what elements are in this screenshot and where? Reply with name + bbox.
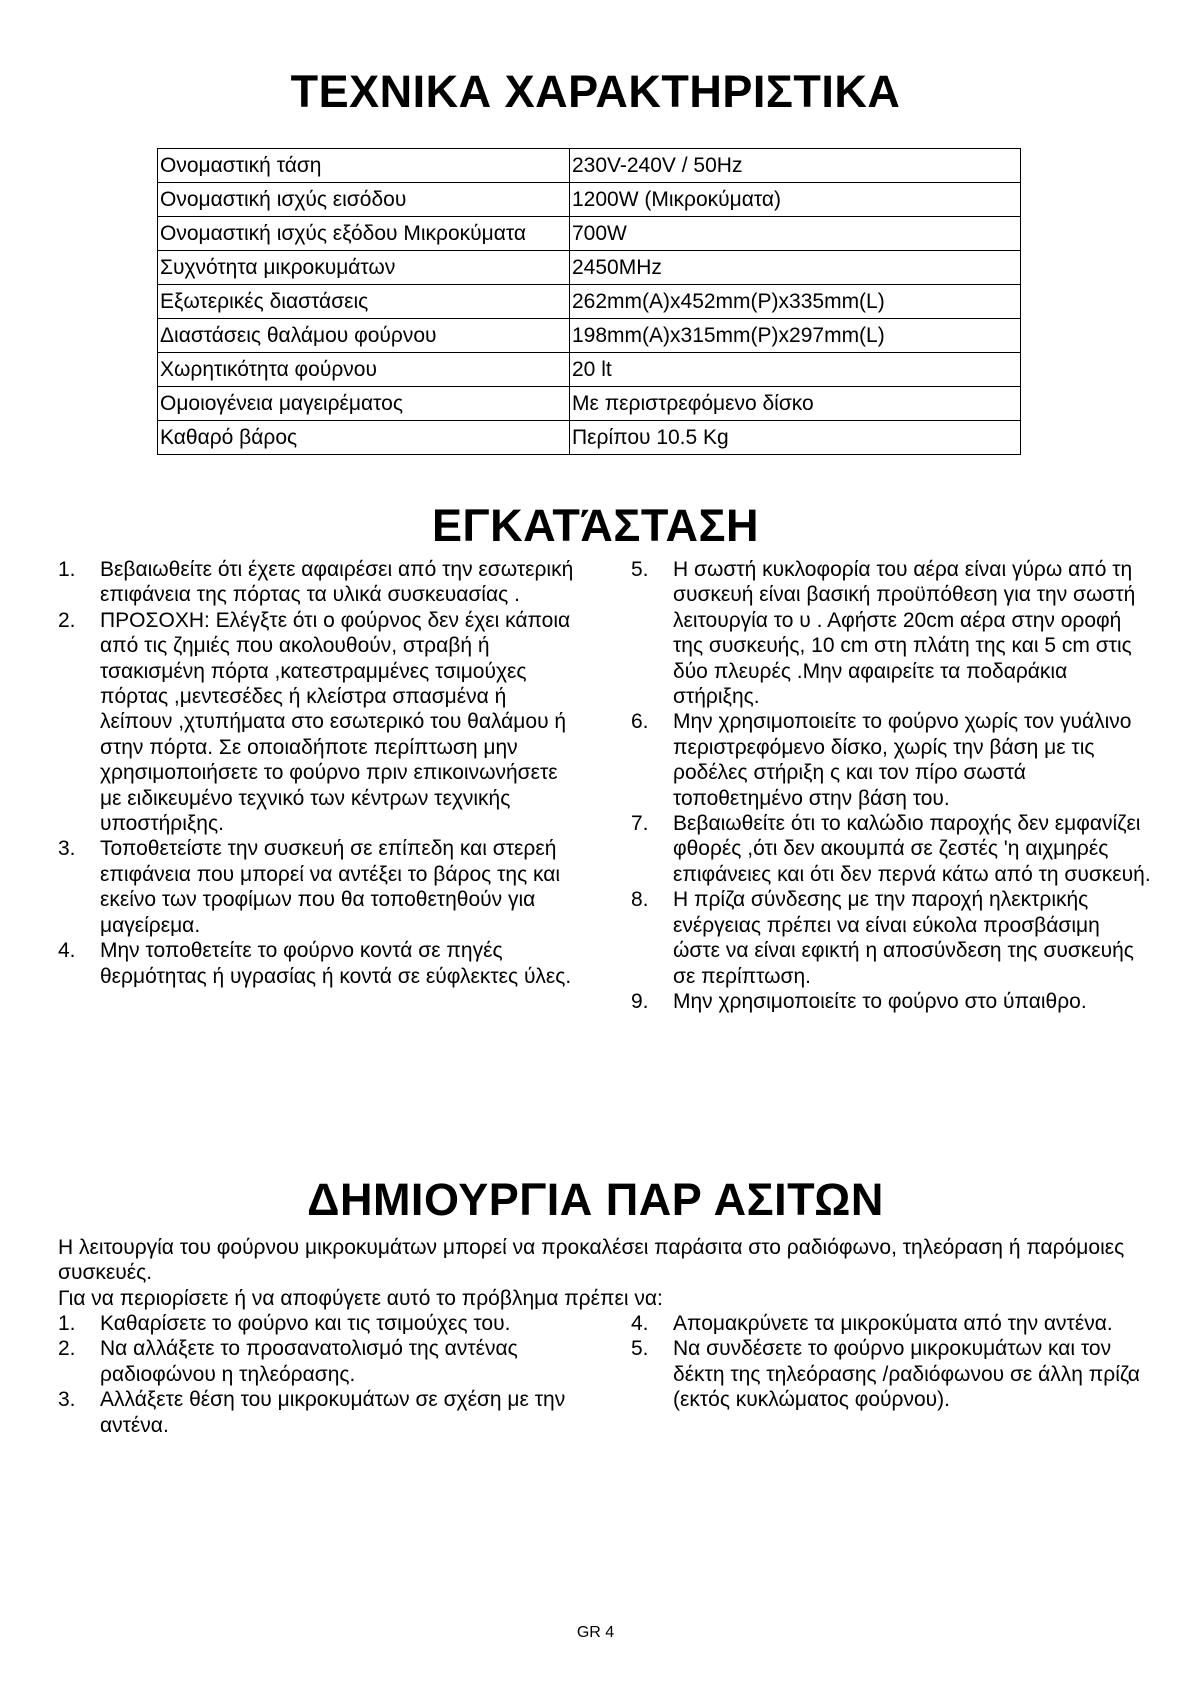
- item-number: 5.: [631, 558, 649, 581]
- list-item: [58, 1311, 578, 1336]
- table-row: [158, 421, 1021, 455]
- spec-label: Χωρητικότητα φούρνου: [158, 353, 570, 387]
- item-text: Καθαρίσετε το φούρνο και τις τσιμούχες του.: [100, 1312, 511, 1335]
- list-item: [58, 608, 578, 837]
- item-text: Απομακρύνετε τα μικροκύματα από την αντένα.: [673, 1312, 1113, 1335]
- item-number: 1.: [58, 1312, 76, 1335]
- intro-paragraph: Για να περιορίσετε ή να αποφύγετε αυτό το πρόβλημα πρέπει να:: [58, 1286, 663, 1310]
- installation-list-left: [58, 557, 578, 989]
- item-text: Μην χρησιμοποιείτε το φούρνο χωρίς τον γυάλινο περιστρεφόμενο δίσκο, χωρίς την βάση με τις ροδέλες στήριξη ς και τον πίρο σωστά τοποθετημένο στην βάση του.: [673, 710, 1132, 810]
- installation-list-right: [631, 557, 1151, 1014]
- spec-value: 262mm(A)x452mm(P)x335mm(L): [570, 285, 1021, 319]
- spec-value: 198mm(A)x315mm(P)x297mm(L): [570, 319, 1021, 353]
- spec-label: Καθαρό βάρος: [158, 421, 570, 455]
- table-row: [158, 285, 1021, 319]
- table-row: [158, 217, 1021, 251]
- item-number: 2.: [58, 1337, 76, 1361]
- table-row: [158, 353, 1021, 387]
- spec-label: Ονομαστική ισχύς εξόδου Μικροκύματα: [158, 217, 570, 251]
- table-row: [158, 319, 1021, 353]
- list-item: [58, 557, 578, 608]
- item-text: Να συνδέσετε το φούρνο μικροκυμάτων και τον δέκτη της τηλεόρασης /ραδιόφωνου σε άλλη πρίζα (εκτός κυκλώματος φούρνου).: [673, 1337, 1140, 1412]
- spec-label: Διαστάσεις θαλάμου φούρνου: [158, 319, 570, 353]
- spec-value: 1200W (Μικροκύματα): [570, 183, 1021, 217]
- list-item: [631, 1336, 1151, 1412]
- spec-label: Εξωτερικές διαστάσεις: [158, 285, 570, 319]
- spec-value: Με περιστρεφόμενο δίσκο: [570, 387, 1021, 421]
- spec-label: Ονομαστική τάση: [158, 149, 570, 183]
- item-text: Αλλάξετε θέση του μικροκυμάτων σε σχέση με την αντένα.: [100, 1388, 566, 1437]
- item-number: 2.: [58, 608, 76, 632]
- spec-label: Συχνότητα μικροκυμάτων: [158, 251, 570, 285]
- item-number: 5.: [631, 1337, 649, 1361]
- interference-list-right: [631, 1311, 1151, 1413]
- specs-title: ΤΕΧΝΙΚΑ ΧΑΡΑΚΤΗΡΙΣΤΙΚΑ: [290, 66, 901, 117]
- spec-value: 20 lt: [570, 353, 1021, 387]
- list-item: [631, 887, 1151, 989]
- item-text: ΠΡΟΣΟΧΗ: Ελέγξτε ότι ο φούρνος δεν έχει κάποια από τις ζημιές που ακολουθούν, στραβή ή τσακισμένη πόρτα ,κατεστραμμένες τσιμούχες πόρτας ,μεντεσέδες ή κλείστρα σπασμένα ή λείπουν ,χτυπήματα στο εσωτερικό του θαλάμου ή στην πόρτα. Σε οποιαδήποτε περίπτωση μην χρησιμοποιήσετε το φούρνο πριν επικοινωνήσετε με ειδικευμένο τεχνικό των κέντρων τεχνικής υποστήριξης.: [100, 608, 571, 836]
- spec-label: Ονομαστική ισχύς εισόδου: [158, 183, 570, 217]
- interference-list-left: [58, 1311, 578, 1438]
- interference-intro: [58, 1235, 1148, 1311]
- list-item: [58, 1387, 578, 1438]
- interference-title: ΔΗΜΙΟΥΡΓΙΑ ΠΑΡ ΑΣΙΤΩΝ: [307, 1174, 884, 1225]
- item-text: Να αλλάξετε το προσανατολισμό της αντένας ραδιοφώνου η τηλεόρασης.: [100, 1337, 518, 1386]
- table-row: [158, 183, 1021, 217]
- list-item: [631, 989, 1151, 1014]
- list-item: [58, 1336, 578, 1387]
- table-row: [158, 149, 1021, 183]
- item-text: Μην τοποθετείτε το φούρνο κοντά σε πηγές θερμότητας ή υγρασίας ή κοντά σε εύφλεκτες ύλες.: [100, 939, 572, 988]
- list-item: [631, 557, 1151, 709]
- item-number: 6.: [631, 710, 649, 734]
- item-number: 9.: [631, 989, 649, 1013]
- spec-value: 2450MHz: [570, 251, 1021, 285]
- spec-value: 230V-240V / 50Hz: [570, 149, 1021, 183]
- specs-table: [157, 148, 1021, 455]
- list-item: [631, 709, 1151, 811]
- item-text: Βεβαιωθείτε ότι έχετε αφαιρέσει από την εσωτερική επιφάνεια της πόρτας τα υλικά συσκευασίας .: [100, 558, 574, 607]
- list-item: [58, 836, 578, 938]
- item-number: 4.: [58, 939, 76, 963]
- spec-label: Ομοιογένεια μαγειρέματος: [158, 387, 570, 421]
- table-row: [158, 251, 1021, 285]
- list-item: [58, 938, 578, 989]
- item-number: 7.: [631, 812, 649, 836]
- spec-value: Περίπου 10.5 Kg: [570, 421, 1021, 455]
- item-number: 3.: [58, 837, 76, 861]
- intro-paragraph: Η λειτουργία του φούρνου μικροκυμάτων μπορεί να προκαλέσει παράσιτα στο ραδιόφωνο, τηλεόραση ή παρόμοιες συσκευές.: [58, 1236, 1125, 1285]
- list-item: [631, 811, 1151, 887]
- item-number: 8.: [631, 888, 649, 912]
- item-text: Βεβαιωθείτε ότι το καλώδιο παροχής δεν εμφανίζει φθορές ,ότι δεν ακουμπά σε ζεστές 'η αιχμηρές επιφάνειες και ότι δεν περνά κάτω από τη συσκευή.: [673, 812, 1151, 886]
- item-text: Η πρίζα σύνδεσης με την παροχή ηλεκτρικής ενέργειας πρέπει να είναι εύκολα προσβάσιμη ώστε να είναι εφικτή η αποσύνδεση της συσκευής σε περίπτωση.: [673, 888, 1134, 988]
- item-text: Μην χρησιμοποιείτε το φούρνο στο ύπαιθρο.: [673, 989, 1087, 1013]
- item-text: Τοποθετείστε την συσκευή σε επίπεδη και στερεή επιφάνεια που μπορεί να αντέξει το βάρος της και εκείνο των τροφίμων που θα τοποθετηθούν για μαγείρεμα.: [100, 837, 561, 937]
- list-item: [631, 1311, 1151, 1336]
- spec-value: 700W: [570, 217, 1021, 251]
- item-number: 1.: [58, 558, 76, 581]
- table-row: [158, 387, 1021, 421]
- item-text: Η σωστή κυκλοφορία του αέρα είναι γύρω από τη συσκευή είναι βασική προϋπόθεση για την σωστή λειτουργία το υ . Αφήστε 20cm αέρα στην οροφή της συσκευής, 10 cm στη πλάτη της και 5 cm στις δύο πλευρές .Μην αφαιρείτε τα ποδαράκια στήριξης.: [673, 558, 1136, 709]
- item-number: 4.: [631, 1312, 649, 1335]
- page-number: GR 4: [576, 1624, 615, 1641]
- installation-title: ΕΓΚΑΤΆΣΤΑΣΗ: [432, 500, 759, 551]
- item-number: 3.: [58, 1388, 76, 1412]
